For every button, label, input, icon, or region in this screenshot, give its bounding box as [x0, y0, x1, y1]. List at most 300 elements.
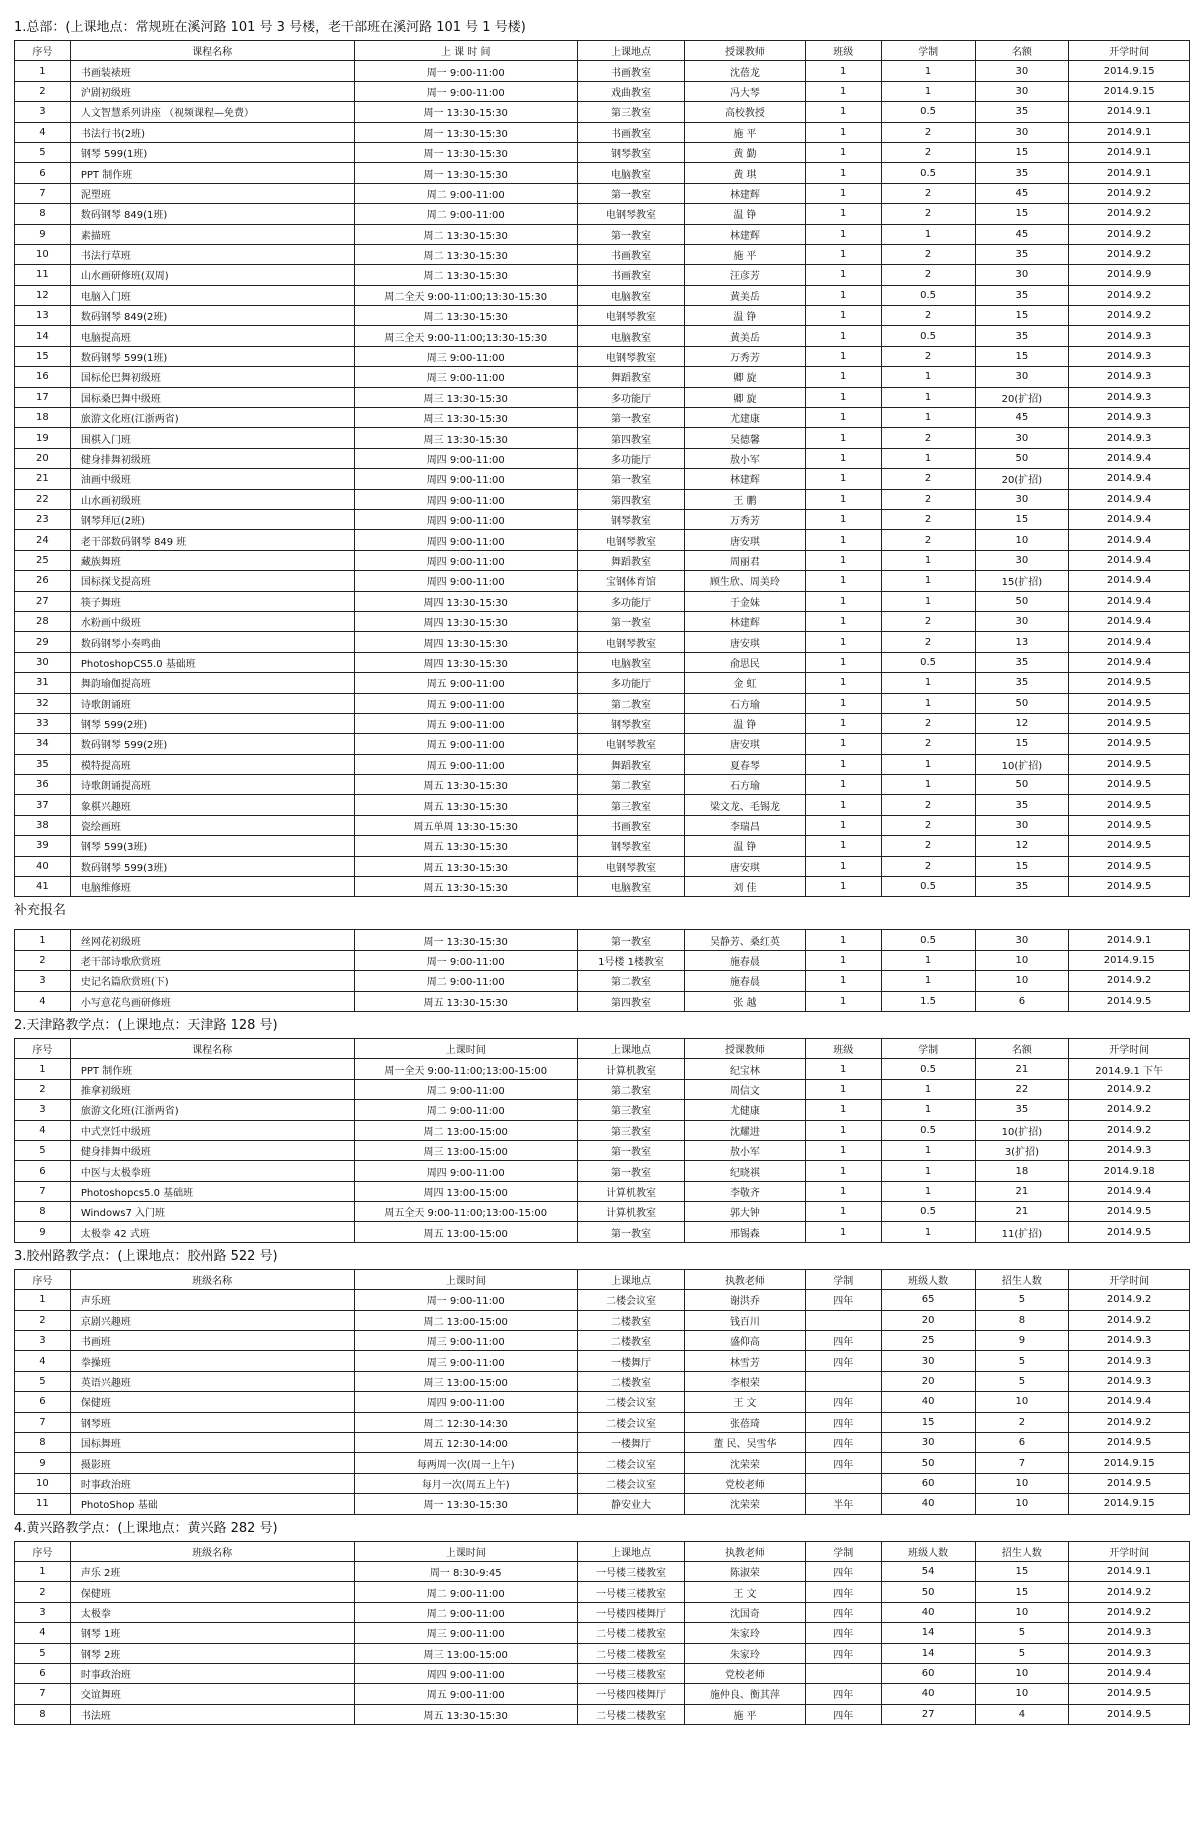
- table-cell: 小写意花鸟画研修班: [70, 991, 354, 1011]
- table-cell: 2: [881, 489, 975, 509]
- table-cell: 30: [975, 122, 1069, 142]
- column-header: 学制: [805, 1269, 881, 1289]
- table-cell: 1: [805, 856, 881, 876]
- table-cell: 2014.9.15: [1069, 61, 1190, 81]
- table-cell: 33: [15, 713, 71, 733]
- table-cell: 3: [15, 102, 71, 122]
- column-header: 名额: [975, 41, 1069, 61]
- table-cell: 2014.9.4: [1069, 550, 1190, 570]
- table-cell: 周三 13:00-15:00: [354, 1643, 577, 1663]
- table-cell: 宝钢体育馆: [577, 571, 684, 591]
- table-cell: 1: [881, 1222, 975, 1242]
- table-cell: 周五 9:00-11:00: [354, 1684, 577, 1704]
- table-cell: 第四教室: [577, 991, 684, 1011]
- table-cell: 2014.9.18: [1069, 1161, 1190, 1181]
- table-cell: 1: [805, 224, 881, 244]
- table-cell: 2: [881, 469, 975, 489]
- table-cell: 丝网花初级班: [70, 930, 354, 950]
- table-cell: 24: [15, 530, 71, 550]
- table-row: [15, 1623, 1190, 1643]
- table-cell: 11: [15, 265, 71, 285]
- table-cell: 周三 13:00-15:00: [354, 1371, 577, 1391]
- table-cell: 2: [881, 265, 975, 285]
- table-cell: 18: [15, 408, 71, 428]
- table-cell: 50: [881, 1582, 975, 1602]
- column-header: 班级人数: [881, 1269, 975, 1289]
- column-header: 序号: [15, 1269, 71, 1289]
- table-cell: 电脑提高班: [70, 326, 354, 346]
- table-cell: 钢琴教室: [577, 713, 684, 733]
- table-cell: 2014.9.1: [1069, 122, 1190, 142]
- table-cell: 周一 9:00-11:00: [354, 81, 577, 101]
- table-cell: 1: [805, 61, 881, 81]
- table-cell: 1: [805, 1181, 881, 1201]
- table-cell: 2014.9.2: [1069, 285, 1190, 305]
- table-cell: 林建辉: [685, 469, 806, 489]
- table-cell: 29: [15, 632, 71, 652]
- table-cell: 15: [975, 856, 1069, 876]
- table-cell: 5: [975, 1371, 1069, 1391]
- table-cell: 23: [15, 509, 71, 529]
- table-cell: 第四教室: [577, 428, 684, 448]
- table-cell: 21: [975, 1181, 1069, 1201]
- table-cell: 1: [805, 142, 881, 162]
- table-cell: 2014.9.2: [1069, 1290, 1190, 1310]
- table-cell: 卿 旋: [685, 367, 806, 387]
- column-header: 授课教师: [685, 1038, 806, 1058]
- table-cell: 50: [881, 1453, 975, 1473]
- table-cell: 四年: [805, 1392, 881, 1412]
- table-row: [15, 1351, 1190, 1371]
- table-cell: 周三 13:30-15:30: [354, 387, 577, 407]
- table-cell: 2014.9.2: [1069, 1100, 1190, 1120]
- table-cell: 模特提高班: [70, 754, 354, 774]
- table-cell: 第三教室: [577, 102, 684, 122]
- table-cell: 10: [15, 1473, 71, 1493]
- table-cell: 周二 9:00-11:00: [354, 204, 577, 224]
- table-cell: 28: [15, 611, 71, 631]
- table-cell: 1: [805, 550, 881, 570]
- table-cell: 60: [881, 1473, 975, 1493]
- table-cell: 舞蹈教室: [577, 367, 684, 387]
- column-header: 序号: [15, 1038, 71, 1058]
- table-row: [15, 1412, 1190, 1432]
- table-cell: 素描班: [70, 224, 354, 244]
- table-cell: 施 平: [685, 122, 806, 142]
- table-cell: 周五 13:30-15:30: [354, 775, 577, 795]
- table-cell: 6: [975, 991, 1069, 1011]
- table-cell: 数码钢琴 599(3班): [70, 856, 354, 876]
- table-cell: 1: [805, 754, 881, 774]
- table-cell: 15: [975, 509, 1069, 529]
- table-cell: 1: [805, 102, 881, 122]
- table-cell: 2: [881, 611, 975, 631]
- table-cell: 林建辉: [685, 611, 806, 631]
- table-cell: 2014.9.3: [1069, 1331, 1190, 1351]
- table-cell: 沈国奇: [685, 1602, 806, 1622]
- table-cell: 周二 13:30-15:30: [354, 306, 577, 326]
- table-cell: 国标伦巴舞初级班: [70, 367, 354, 387]
- table-cell: 李敬齐: [685, 1181, 806, 1201]
- section-title: 2.天津路教学点：(上课地点：天津路 128 号): [14, 1017, 278, 1033]
- table-cell: 30: [975, 265, 1069, 285]
- table-cell: 英语兴趣班: [70, 1371, 354, 1391]
- column-header: 学制: [881, 1038, 975, 1058]
- table-cell: 数码钢琴 849(2班): [70, 306, 354, 326]
- table-cell: 电脑教室: [577, 877, 684, 897]
- table-cell: 周五单周 13:30-15:30: [354, 815, 577, 835]
- table-row: [15, 1222, 1190, 1242]
- table-cell: 卿 旋: [685, 387, 806, 407]
- table-cell: 1: [881, 81, 975, 101]
- table-cell: 数码钢琴 599(2班): [70, 734, 354, 754]
- table-cell: 周二全天 9:00-11:00;13:30-15:30: [354, 285, 577, 305]
- table-cell: 书法班: [70, 1704, 354, 1724]
- column-header: 班级: [805, 1038, 881, 1058]
- column-header: 上课时间: [354, 1541, 577, 1561]
- table-cell: 39: [15, 836, 71, 856]
- table-cell: 30: [975, 489, 1069, 509]
- table-cell: 第三教室: [577, 1100, 684, 1120]
- table-cell: 9: [15, 224, 71, 244]
- table-cell: 史记名篇欣赏班(下): [70, 971, 354, 991]
- table-row: [15, 550, 1190, 570]
- table-cell: 一号楼三楼教室: [577, 1582, 684, 1602]
- table-cell: 周三 9:00-11:00: [354, 1623, 577, 1643]
- table-cell: 舞蹈教室: [577, 550, 684, 570]
- table-row: [15, 632, 1190, 652]
- table-row: [15, 950, 1190, 970]
- table-cell: 1: [805, 1100, 881, 1120]
- table-cell: 10(扩招): [975, 1120, 1069, 1140]
- table-cell: 谢洪乔: [685, 1290, 806, 1310]
- table-cell: 2014.9.5: [1069, 795, 1190, 815]
- table-cell: 2014.9.4: [1069, 1181, 1190, 1201]
- table-cell: 周一 9:00-11:00: [354, 61, 577, 81]
- table-cell: 1: [805, 306, 881, 326]
- table-cell: 2014.9.2: [1069, 971, 1190, 991]
- table-cell: 国标桑巴舞中级班: [70, 387, 354, 407]
- table-cell: 四年: [805, 1704, 881, 1724]
- table-row: [15, 204, 1190, 224]
- table-cell: 30: [975, 367, 1069, 387]
- table-cell: 30: [881, 1351, 975, 1371]
- table-cell: 1: [805, 509, 881, 529]
- table-cell: 周五 13:30-15:30: [354, 856, 577, 876]
- table-row: [15, 991, 1190, 1011]
- table-cell: 梁文龙、毛锡龙: [685, 795, 806, 815]
- table-cell: 1: [805, 775, 881, 795]
- table-cell: 电脑教室: [577, 285, 684, 305]
- table-cell: 1: [881, 754, 975, 774]
- table-cell: 30: [975, 61, 1069, 81]
- table-row: [15, 1310, 1190, 1330]
- table-row: [15, 81, 1190, 101]
- table-cell: 2014.9.5: [1069, 877, 1190, 897]
- column-header: 学制: [881, 41, 975, 61]
- column-header: 开学时间: [1069, 1541, 1190, 1561]
- table-cell: 汪彦芳: [685, 265, 806, 285]
- table-cell: Photoshopcs5.0 基础班: [70, 1181, 354, 1201]
- table-cell: 周五 9:00-11:00: [354, 754, 577, 774]
- table-cell: 周五 9:00-11:00: [354, 673, 577, 693]
- table-cell: 1: [805, 469, 881, 489]
- table-cell: 周三 9:00-11:00: [354, 367, 577, 387]
- table-cell: 2014.9.2: [1069, 204, 1190, 224]
- table-cell: 国标舞班: [70, 1433, 354, 1453]
- table-row: [15, 971, 1190, 991]
- table-cell: 37: [15, 795, 71, 815]
- table-cell: 周四 9:00-11:00: [354, 550, 577, 570]
- table-cell: 1: [805, 346, 881, 366]
- table-row: [15, 1371, 1190, 1391]
- table-cell: 黄 勤: [685, 142, 806, 162]
- table-cell: 1: [881, 571, 975, 591]
- table-cell: 6: [15, 1392, 71, 1412]
- table-cell: 2014.9.1: [1069, 142, 1190, 162]
- table-cell: 泥塑班: [70, 183, 354, 203]
- table-cell: 31: [15, 673, 71, 693]
- table-cell: 2: [881, 183, 975, 203]
- table-cell: 7: [15, 1412, 71, 1432]
- table-cell: 电钢琴教室: [577, 632, 684, 652]
- table-row: [15, 1140, 1190, 1160]
- table-cell: 14: [881, 1643, 975, 1663]
- table-cell: 周丽君: [685, 550, 806, 570]
- table-cell: 二楼会议室: [577, 1412, 684, 1432]
- table-row: [15, 1453, 1190, 1473]
- table-cell: 10: [975, 950, 1069, 970]
- table-cell: 党校老师: [685, 1473, 806, 1493]
- table-cell: 2014.9.5: [1069, 713, 1190, 733]
- table-cell: 朱家玲: [685, 1623, 806, 1643]
- table-cell: 周二 13:00-15:00: [354, 1310, 577, 1330]
- table-cell: 5: [15, 1643, 71, 1663]
- table-cell: 1: [805, 815, 881, 835]
- table-cell: 周五 13:30-15:30: [354, 795, 577, 815]
- table-cell: 第二教室: [577, 971, 684, 991]
- table-row: [15, 1079, 1190, 1099]
- table-cell: 15: [975, 346, 1069, 366]
- table-cell: 钢琴 1班: [70, 1623, 354, 1643]
- table-cell: 电钢琴教室: [577, 306, 684, 326]
- table-cell: 象棋兴趣班: [70, 795, 354, 815]
- table-cell: 林建辉: [685, 183, 806, 203]
- table-cell: 电脑维修班: [70, 877, 354, 897]
- table-cell: 数码钢琴 599(1班): [70, 346, 354, 366]
- table-cell: 2014.9.5: [1069, 693, 1190, 713]
- table-cell: 敖小军: [685, 1140, 806, 1160]
- table-cell: 张 越: [685, 991, 806, 1011]
- table-row: [15, 469, 1190, 489]
- table-cell: 7: [15, 1684, 71, 1704]
- table-cell: 四年: [805, 1433, 881, 1453]
- table-cell: 筷子舞班: [70, 591, 354, 611]
- table-cell: 黄美岳: [685, 285, 806, 305]
- table-cell: 钢琴 2班: [70, 1643, 354, 1663]
- table-cell: 1: [881, 1100, 975, 1120]
- table-cell: 二号楼二楼教室: [577, 1623, 684, 1643]
- table-cell: 时事政治班: [70, 1663, 354, 1683]
- table-cell: 5: [975, 1623, 1069, 1643]
- table-cell: 7: [15, 1181, 71, 1201]
- table-cell: 4: [15, 1351, 71, 1371]
- column-header: 上课时间: [354, 1038, 577, 1058]
- table-cell: 太极拳: [70, 1602, 354, 1622]
- table-cell: 周一 9:00-11:00: [354, 1290, 577, 1310]
- table-cell: 诗歌朗诵班: [70, 693, 354, 713]
- table-cell: 2014.9.15: [1069, 1453, 1190, 1473]
- table-cell: 14: [15, 326, 71, 346]
- table-cell: 2014.9.3: [1069, 1140, 1190, 1160]
- table-cell: 1: [805, 632, 881, 652]
- table-cell: 唐安琪: [685, 530, 806, 550]
- table-row: [15, 489, 1190, 509]
- table-cell: 14: [881, 1623, 975, 1643]
- table-cell: 周二 9:00-11:00: [354, 1100, 577, 1120]
- table-cell: 2014.9.4: [1069, 469, 1190, 489]
- table-row: [15, 856, 1190, 876]
- table-cell: 10: [975, 1494, 1069, 1514]
- table-cell: 施仲良、衡其萍: [685, 1684, 806, 1704]
- table-cell: 10: [975, 1602, 1069, 1622]
- column-header: 授课教师: [685, 41, 806, 61]
- table-cell: 15: [975, 1582, 1069, 1602]
- table-cell: 2014.9.5: [1069, 734, 1190, 754]
- column-header: 序号: [15, 1541, 71, 1561]
- table-cell: 35: [15, 754, 71, 774]
- table-cell: 施春晨: [685, 950, 806, 970]
- table-cell: 温 铮: [685, 204, 806, 224]
- table-cell: 钢琴 599(3班): [70, 836, 354, 856]
- table-cell: 1: [881, 1140, 975, 1160]
- table-cell: 21: [975, 1202, 1069, 1222]
- table-header-row: [15, 1038, 1190, 1058]
- table-cell: 周二 9:00-11:00: [354, 183, 577, 203]
- table-cell: 10: [15, 244, 71, 264]
- table-cell: 李瑞昌: [685, 815, 806, 835]
- table-cell: [805, 1310, 881, 1330]
- table-cell: 周三 9:00-11:00: [354, 1351, 577, 1371]
- table-cell: 2014.9.5: [1069, 856, 1190, 876]
- table-cell: 15: [975, 142, 1069, 162]
- table-cell: 2014.9.9: [1069, 265, 1190, 285]
- table-cell: 50: [975, 448, 1069, 468]
- table-cell: 2014.9.3: [1069, 326, 1190, 346]
- table-cell: 15: [975, 306, 1069, 326]
- table-cell: 35: [975, 102, 1069, 122]
- table-cell: 张蓓琦: [685, 1412, 806, 1432]
- table-cell: 22: [975, 1079, 1069, 1099]
- table-cell: 舞韵瑜伽提高班: [70, 673, 354, 693]
- table-cell: 11(扩招): [975, 1222, 1069, 1242]
- table-cell: 周三 9:00-11:00: [354, 346, 577, 366]
- table-cell: 0.5: [881, 877, 975, 897]
- table-cell: 35: [975, 795, 1069, 815]
- table-cell: 四年: [805, 1412, 881, 1432]
- table-cell: 半年: [805, 1494, 881, 1514]
- table-cell: 2014.9.3: [1069, 1351, 1190, 1371]
- table-cell: 郭大钟: [685, 1202, 806, 1222]
- table-cell: 2014.9.4: [1069, 632, 1190, 652]
- table-cell: 沪剧初级班: [70, 81, 354, 101]
- table-row: [15, 265, 1190, 285]
- table-cell: 1: [805, 163, 881, 183]
- table-cell: 周一 13:30-15:30: [354, 102, 577, 122]
- table-cell: 盛仰高: [685, 1331, 806, 1351]
- table-cell: 40: [881, 1494, 975, 1514]
- column-header: 班级: [805, 41, 881, 61]
- table-cell: 0.5: [881, 1059, 975, 1079]
- table-cell: 20(扩招): [975, 469, 1069, 489]
- table-cell: 1: [15, 1059, 71, 1079]
- table-row: [15, 306, 1190, 326]
- table-cell: 10: [975, 971, 1069, 991]
- table-cell: 周二 9:00-11:00: [354, 1602, 577, 1622]
- table-cell: 四年: [805, 1290, 881, 1310]
- table-cell: 林雪芳: [685, 1351, 806, 1371]
- table-cell: 65: [881, 1290, 975, 1310]
- table-row: [15, 1663, 1190, 1683]
- table-cell: 老干部数码钢琴 849 班: [70, 530, 354, 550]
- column-header: 上课时间: [354, 1269, 577, 1289]
- table-cell: 2014.9.4: [1069, 530, 1190, 550]
- table-cell: 2: [15, 1582, 71, 1602]
- table-cell: 一号楼三楼教室: [577, 1663, 684, 1683]
- table-cell: 推拿初级班: [70, 1079, 354, 1099]
- table-cell: 45: [975, 183, 1069, 203]
- table-cell: 敖小军: [685, 448, 806, 468]
- table-cell: 钢琴拜厄(2班): [70, 509, 354, 529]
- table-row: [15, 1100, 1190, 1120]
- table-cell: 2: [15, 81, 71, 101]
- table-row: [15, 1704, 1190, 1724]
- column-header: 招生人数: [975, 1269, 1069, 1289]
- table-cell: 10: [975, 1392, 1069, 1412]
- table-cell: 声乐 2班: [70, 1561, 354, 1581]
- table-cell: 尤健康: [685, 1100, 806, 1120]
- table-cell: 沈荣荣: [685, 1453, 806, 1473]
- table-cell: 国标探戈提高班: [70, 571, 354, 591]
- table-cell: 周五 13:30-15:30: [354, 1704, 577, 1724]
- table-row: [15, 1331, 1190, 1351]
- column-header: 名额: [975, 1038, 1069, 1058]
- table-cell: 2014.9.3: [1069, 428, 1190, 448]
- table-cell: 1: [881, 448, 975, 468]
- table-cell: 3: [15, 1331, 71, 1351]
- table-cell: 2: [881, 856, 975, 876]
- schedule-table: [14, 929, 1190, 1012]
- table-row: [15, 611, 1190, 631]
- schedule-table: [14, 1038, 1190, 1243]
- table-row: [15, 509, 1190, 529]
- table-cell: 1: [805, 1079, 881, 1099]
- table-cell: 27: [881, 1704, 975, 1724]
- table-cell: 2014.9.1: [1069, 102, 1190, 122]
- table-cell: 四年: [805, 1643, 881, 1663]
- table-cell: 7: [975, 1453, 1069, 1473]
- table-cell: 唐安琪: [685, 856, 806, 876]
- table-cell: 1: [15, 1561, 71, 1581]
- table-cell: 1: [805, 448, 881, 468]
- table-header-row: [15, 1269, 1190, 1289]
- table-cell: 40: [881, 1602, 975, 1622]
- table-cell: 13: [975, 632, 1069, 652]
- table-row: [15, 1161, 1190, 1181]
- table-cell: 施 平: [685, 1704, 806, 1724]
- table-cell: 1: [881, 775, 975, 795]
- table-cell: 多功能厅: [577, 387, 684, 407]
